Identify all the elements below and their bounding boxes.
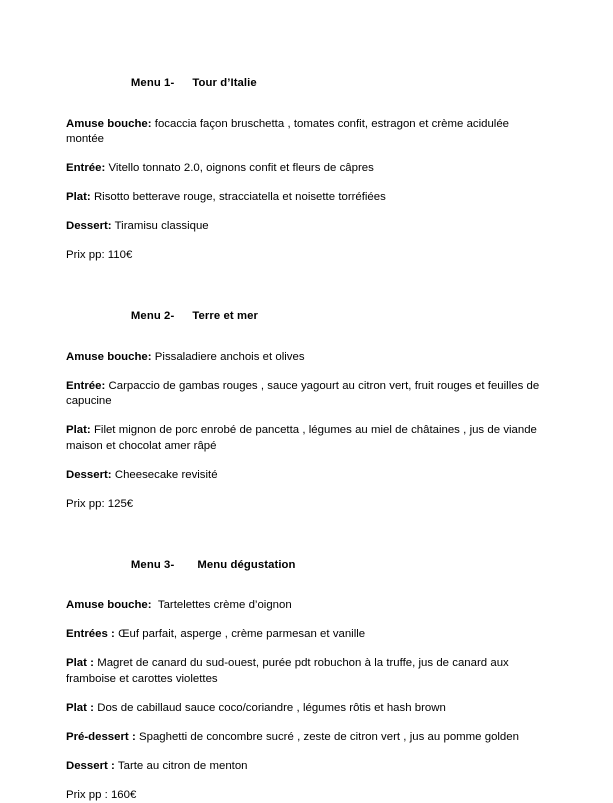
course-description: Œuf parfait, asperge , crème parmesan et vanille xyxy=(114,628,366,641)
course-line xyxy=(66,730,536,746)
menu-2-heading xyxy=(66,297,544,337)
menu-section-2 xyxy=(66,297,544,512)
section-spacer xyxy=(66,264,544,297)
course-description: Dos de cabillaud sauce coco/coriandre , légumes rôtis et hash brown xyxy=(93,701,446,714)
course-description: Carpaccio de gambas rouges , sauce yagourt au citron vert, fruit rouges et feuilles de capucine xyxy=(66,379,543,408)
menu-1-heading xyxy=(66,64,544,104)
course-description: Tarte au citron de menton xyxy=(114,759,248,772)
course-description: Filet mignon de porc enrobé de pancetta , légumes au miel de châtaines , jus de viande maison et chocolat amer râpé xyxy=(66,424,541,452)
course-label: Amuse bouche: xyxy=(66,599,152,612)
course-label: Plat: xyxy=(66,424,91,437)
menu-2-number: Menu 2- xyxy=(130,310,175,323)
course-line xyxy=(66,117,544,148)
course-description: Risotto betterave rouge, stracciatella et noisette torréfiées xyxy=(90,191,386,204)
course-description: Cheesecake revisité xyxy=(111,468,218,481)
course-label: Entrée: xyxy=(66,379,106,392)
menu-section-1 xyxy=(66,64,544,264)
course-line xyxy=(66,468,544,484)
course-line xyxy=(66,423,544,454)
course-description: Tiramisu classique xyxy=(111,220,209,233)
course-line xyxy=(66,627,536,643)
course-description: Vitello tonnato 2.0, oignons confit et fleurs de câpres xyxy=(105,162,374,175)
course-label: Amuse bouche: xyxy=(66,117,152,130)
menu-3-heading xyxy=(66,545,536,585)
course-line xyxy=(66,219,544,235)
course-label: Dessert : xyxy=(66,759,115,772)
menu-2-price: Prix pp: 125€ xyxy=(66,497,134,510)
course-label: Pré-dessert : xyxy=(66,730,136,743)
menu-content xyxy=(66,64,544,803)
course-line xyxy=(66,759,536,775)
menu-1-title: Tour d’Italie xyxy=(192,77,257,90)
course-label: Plat : xyxy=(66,657,94,670)
section-spacer xyxy=(66,512,544,545)
course-label: Entrées : xyxy=(66,628,115,641)
course-label: Dessert: xyxy=(66,220,112,233)
course-description: Pissaladiere anchois et olives xyxy=(151,350,305,363)
menu-section-3 xyxy=(66,545,536,803)
course-description: Tartelettes crème d’oignon xyxy=(151,599,292,612)
course-label: Plat : xyxy=(66,701,94,714)
menu-3-price: Prix pp : 160€ xyxy=(66,788,137,801)
course-line xyxy=(66,656,536,687)
course-label: Dessert: xyxy=(66,468,112,481)
course-line xyxy=(66,701,536,717)
menu-3-number: Menu 3- xyxy=(130,558,175,571)
course-line xyxy=(66,350,544,366)
course-label: Plat: xyxy=(66,191,91,204)
course-description: Spaghetti de concombre sucré , zeste de citron vert , jus au pomme golden xyxy=(135,730,519,743)
course-line xyxy=(66,379,544,410)
menu-1-number: Menu 1- xyxy=(130,77,175,90)
course-line xyxy=(66,161,544,177)
course-label: Entrée: xyxy=(66,162,106,175)
course-line xyxy=(66,598,536,614)
course-label: Amuse bouche: xyxy=(66,350,152,363)
menu-1-price: Prix pp: 110€ xyxy=(66,249,133,262)
course-line xyxy=(66,190,544,206)
course-description: Magret de canard du sud-ouest, purée pdt robuchon à la truffe, jus de canard aux framboise et carottes violettes xyxy=(66,657,513,685)
menu-3-title: Menu dégustation xyxy=(197,558,296,571)
menu-2-title: Terre et mer xyxy=(192,310,258,323)
course-description: focaccia façon bruschetta , tomates confit, estragon et crème acidulée montée xyxy=(66,117,513,146)
